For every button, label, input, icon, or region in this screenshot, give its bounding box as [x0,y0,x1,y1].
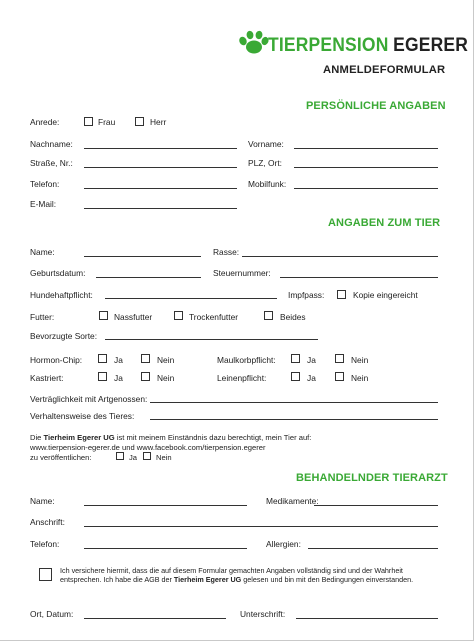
section-title-pet: ANGABEN ZUM TIER [328,217,441,229]
place-date-label: Ort, Datum: [30,609,74,619]
vaccination-pass-label: Impfpass: [288,290,325,300]
preferred-food-field[interactable] [105,339,318,340]
pet-name-field[interactable] [84,256,201,257]
wet-food-label: Nassfutter [114,312,153,322]
food-label: Futter: [30,312,55,322]
brand-name-black: EGERER [393,35,469,56]
compatibility-field[interactable] [150,402,438,403]
consent-text: ist mit meinem Einständnis dazu berechtigt, mein Tier auf: [114,433,312,442]
form-title: ANMELDEFORMULAR [323,64,446,76]
checkbox-frau[interactable] [84,117,93,126]
pet-name-label: Name: [30,247,55,257]
tax-number-field[interactable] [280,277,438,278]
hormone-chip-label: Hormon-Chip: [30,355,83,365]
declaration-text-b: gelesen und bin mit den Bedingungen einverstanden. [241,575,414,584]
allergies-label: Allergien: [266,539,301,549]
neutered-label: Kastriert: [30,373,64,383]
breed-field[interactable] [242,256,438,257]
brand-name-green: TIERPENSION [268,35,389,56]
liability-label: Hundehaftpflicht: [30,290,93,300]
consent-company: Tierheim Egerer UG [43,433,115,442]
checkbox-wet-food[interactable] [99,311,108,320]
declaration-line-1: Ich versichere hiermit, dass die auf diesem Formular gemachten Angaben vollständig sind und der Wahrheit [60,566,403,575]
mobile-field[interactable] [294,188,438,189]
checkbox-muzzle-yes[interactable] [291,354,300,363]
medication-field[interactable] [314,505,438,506]
email-field[interactable] [84,208,237,209]
checkbox-dry-food[interactable] [174,311,183,320]
neutered-yes-label: Ja [114,373,123,383]
brand-logo-text [268,35,468,57]
consent-prefix: Die [30,433,44,442]
firstname-field[interactable] [294,148,438,149]
muzzle-yes-label: Ja [307,355,316,365]
email-label: E-Mail: [30,199,57,209]
lastname-label: Nachname: [30,139,73,149]
vet-name-field[interactable] [84,505,247,506]
dry-food-label: Trockenfutter [189,312,239,322]
copy-submitted-label: Kopie eingereicht [353,290,418,300]
checkbox-leash-yes[interactable] [291,372,300,381]
leash-yes-label: Ja [307,373,316,383]
medication-label: Medikamente: [266,496,319,506]
street-field[interactable] [84,167,237,168]
option-herr-label: Herr [150,117,167,127]
behavior-field[interactable] [150,419,438,420]
consent-line-1 [30,433,311,442]
section-title-vet: BEHANDELNDER TIERARZT [296,472,448,484]
phone-field[interactable] [84,188,237,189]
vet-address-label: Anschrift: [30,517,65,527]
checkbox-chip-yes[interactable] [98,354,107,363]
vet-address-field[interactable] [84,526,438,527]
checkbox-neutered-yes[interactable] [98,372,107,381]
checkbox-both-food[interactable] [264,311,273,320]
place-date-field[interactable] [84,618,226,619]
signature-field[interactable] [296,618,438,619]
vet-phone-label: Telefon: [30,539,60,549]
option-frau-label: Frau [98,117,116,127]
chip-yes-label: Ja [114,355,123,365]
checkbox-herr[interactable] [135,117,144,126]
signature-label: Unterschrift: [240,609,286,619]
liability-field[interactable] [105,298,277,299]
consent-urls: www.tierpension-egerer.de und www.facebook.com/tierpension.egerer [30,443,266,452]
section-title-personal: PERSÖNLICHE ANGABEN [306,100,446,112]
mobile-label: Mobilfunk: [248,179,287,189]
vet-phone-field[interactable] [84,548,247,549]
checkbox-publish-no[interactable] [143,452,151,460]
preferred-food-label: Bevorzugte Sorte: [30,331,98,341]
birthdate-label: Geburtsdatum: [30,268,86,278]
compatibility-label: Verträglichkeit mit Artgenossen: [30,394,148,404]
leash-label: Leinenpflicht: [217,373,267,383]
street-label: Straße, Nr.: [30,158,73,168]
checkbox-publish-yes[interactable] [116,452,124,460]
paw-icon [236,30,270,56]
lastname-field[interactable] [84,148,237,149]
declaration-text-a: entsprechen. Ich habe die AGB der [60,575,174,584]
birthdate-field[interactable] [96,277,201,278]
checkbox-neutered-no[interactable] [141,372,150,381]
checkbox-copy-submitted[interactable] [337,290,346,299]
firstname-label: Vorname: [248,139,284,149]
checkbox-declaration[interactable] [39,568,52,581]
zip-city-field[interactable] [294,167,438,168]
both-food-label: Beides [280,312,306,322]
behavior-label: Verhaltensweise des Tieres: [30,411,135,421]
muzzle-label: Maulkorbpflicht: [217,355,276,365]
publish-yes-label: Ja [129,453,138,462]
chip-no-label: Nein [157,355,175,365]
salutation-label: Anrede: [30,117,60,127]
declaration-company: Tierheim Egerer UG [173,575,242,584]
checkbox-chip-no[interactable] [141,354,150,363]
checkbox-muzzle-no[interactable] [335,354,344,363]
consent-publish-label: zu veröffentlichen: [30,453,92,462]
checkbox-leash-no[interactable] [335,372,344,381]
leash-no-label: Nein [351,373,369,383]
allergies-field[interactable] [308,548,438,549]
publish-no-label: Nein [156,453,172,462]
phone-label: Telefon: [30,179,60,189]
vet-name-label: Name: [30,496,55,506]
declaration-line-2 [60,575,413,584]
neutered-no-label: Nein [157,373,175,383]
breed-label: Rasse: [213,247,240,257]
zip-city-label: PLZ, Ort: [248,158,282,168]
muzzle-no-label: Nein [351,355,369,365]
tax-number-label: Steuernummer: [213,268,271,278]
